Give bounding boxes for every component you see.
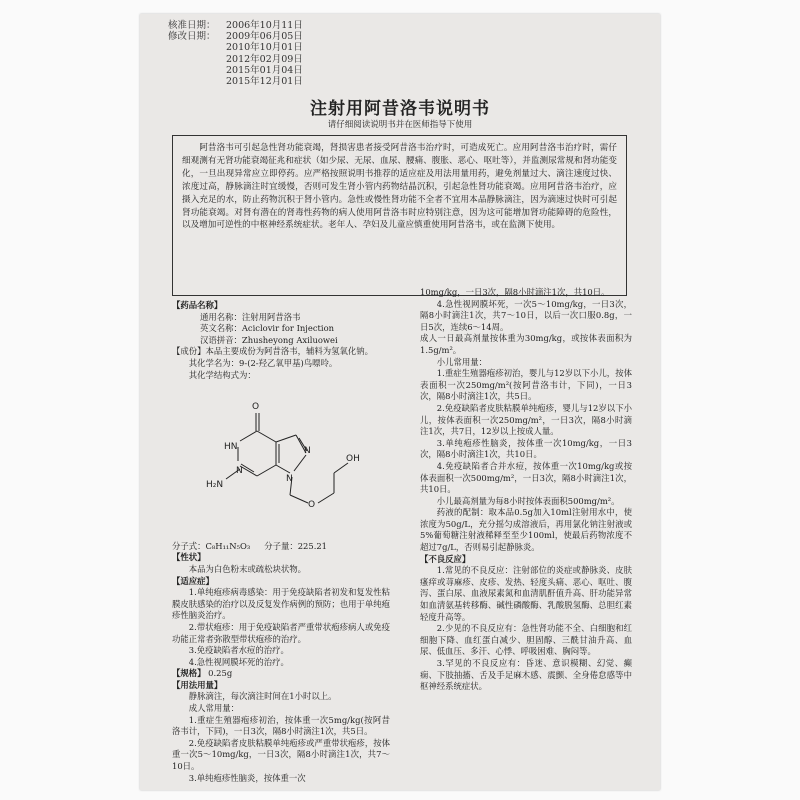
formula-row [172, 541, 390, 553]
indication-item: 1.单纯疱疹病毒感染：用于免疫缺陷者初发和复发性粘膜皮肤感染的治疗以及反复发作病例的预防；也用于单纯疱疹性脑炎治疗。 [172, 587, 390, 621]
atom-label-oh: OH [346, 454, 360, 465]
atom-label-h2n: H₂N [206, 480, 224, 491]
molecular-formula: 分子式：C₈H₁₁N₅O₃ [172, 540, 251, 551]
atom-label-n: N [236, 466, 243, 477]
section-header-spec: 【规格】 [172, 668, 206, 679]
adult-dose-item: 1.重症生殖器疱疹初治，按体重一次5mg/kg(按阿昔洛韦计，下同)，一日3次，隔8小时滴注1次，共5日。 [172, 714, 390, 737]
document-title: 注射用阿昔洛韦说明书 [310, 99, 490, 119]
revision-dates [168, 20, 303, 87]
black-box-warning: 阿昔洛韦可引起急性肾功能衰竭，肾损害患者接受阿昔洛韦治疗时，可造成死亡。应用阿昔洛韦治疗时，需仔细观测有无肾功能衰竭征兆和症状（如少尿、无尿、血尿、腰痛、腹胀、恶心、呕吐等），并监测尿常规和肾功能变化，一旦出现异常应立即停药。应严格按照说明书推荐的适应症及用法用量用药，避免剂量过大、滴注速度过快、浓度过高，静脉滴注时宜缓慢，否则可发生肾小管内药物结晶沉积，引起急性肾功能衰竭。应用阿昔洛韦治疗，应摄入充足的水，防止药物沉积于肾小管内。急性或慢性肾功能不全者不宜用本品静脉滴注，因为滴速过快时可引起肾功能衰竭。对肾有潜在的肾毒性药物的病人使用阿昔洛韦时应特别注意，因为这可能增加肾功能障碍的危险性，以及增加可逆性的中枢神经系统症状。老年人、孕妇及儿童应慎重使用阿昔洛韦，或在监测下使用。 [172, 135, 627, 296]
approval-date-label: 核准日期： [168, 20, 216, 31]
molecular-weight: 分子量：225.21 [264, 540, 328, 551]
adult-dose-header: 成人常用量： [188, 703, 240, 714]
modify-date-label: 修改日期： [168, 31, 216, 43]
adult-max-dose: 成人一日最高剂量按体重为30mg/kg，或按体表面积为1.5g/m²。 [420, 333, 632, 355]
left-column [172, 300, 390, 783]
generic-name: 通用名称：注射用阿昔洛韦 [200, 311, 301, 322]
acyclovir-structure-diagram [196, 383, 366, 533]
indication-item: 2.带状疱疹：用于免疫缺陷者严重带状疱疹病人或免疫功能正常者弥散型带状疱疹的治疗。 [172, 621, 390, 644]
preparation-text: 药液的配制：取本品0.5g加入10ml注射用水中，使浓度为50g/L，充分摇匀成溶液后，再用氯化钠注射液或5%葡萄糖注射液稀释至至少100ml，使最后药物浓度不超过7g/L，否则易引起静脉炎。 [420, 507, 632, 553]
child-dose-item: 2.免疫缺陷者皮肤粘膜单纯疱疹，婴儿与12岁以下小儿，按体表面积一次250mg/m²，一日3次，隔8小时滴注1次，共7日，12岁以上按成人量。 [420, 402, 632, 437]
atom-label-hn: HN [224, 442, 238, 453]
adult-dose-item: 3.单纯疱疹性脑炎，按体重一次 [188, 772, 306, 783]
adverse-item: 1.常见的不良反应：注射部位的炎症或静脉炎、皮肤瘙痒或荨麻疹、皮疹、发热、轻度头痛、恶心、呕吐、腹泻、蛋白尿、血液尿素氮和血清肌酐值升高、肝功能异常如血清氨基转移酶、碱性磷酸酶、乳酸脱氢酶、总胆红素轻度升高等。 [420, 565, 632, 622]
right-column [420, 287, 632, 779]
section-header-drug-name: 【药品名称】 [172, 300, 223, 310]
modify-date: 2015年12月01日 [226, 76, 303, 88]
spec-value: 0.25g [208, 668, 233, 679]
indication-item: 4.急性视网膜坏死的治疗。 [188, 656, 289, 667]
adult-dose-continued: 10mg/kg，一日3次，隔8小时滴注1次，共10日。 [420, 287, 610, 297]
character-text: 本品为白色粉末或疏松块状物。 [188, 563, 307, 574]
child-max-dose: 小儿最高剂量为每8小时按体表面积500mg/m²。 [436, 495, 620, 506]
chemical-structure [172, 383, 390, 537]
atom-label-o: O [308, 500, 316, 511]
adverse-item: 2.少见的不良反应有：急性肾功能不全、白细胞和红细胞下降、血红蛋白减少、胆固醇、三酰甘油升高、血尿、低血压、多汗、心悸、呼吸困难、胸闷等。 [420, 623, 632, 657]
approval-date: 2006年10月11日 [226, 20, 303, 31]
atom-label-n: N [304, 446, 311, 457]
english-name: 英文名称：Aciclovir for Injection [200, 323, 335, 334]
indication-item: 3.免疫缺陷者水痘的治疗。 [188, 645, 289, 656]
child-dose-item: 3.单纯疱疹性脑炎，按体重一次10mg/kg，一日3次，隔8小时滴注1次，共10日。 [420, 437, 632, 460]
modify-date: 2010年10月01日 [226, 42, 303, 54]
section-header-character: 【性状】 [172, 552, 206, 563]
adult-dose-item: 4.急性视网膜坏死，一次5～10mg/kg，一日3次，隔8小时滴注1次，共7～10日，以后一次口服0.8g，一日5次，连续6～14周。 [420, 298, 632, 332]
chemical-name: 其化学名为：9-(2-羟乙氧甲基)鸟嘌呤。 [188, 357, 338, 368]
child-dose-item: 4.免疫缺陷者合并水痘，按体重一次10mg/kg或按体表面积一次500mg/m²，一日3次，隔8小时滴注1次，共10日。 [420, 460, 632, 495]
document-subtitle: 请仔细阅读说明书并在医师指导下使用 [327, 120, 473, 130]
modify-date: 2012年02月09日 [226, 53, 303, 65]
structure-label: 其化学结构式为： [188, 369, 256, 380]
section-header-usage: 【用法用量】 [172, 679, 223, 690]
adult-dose-item: 2.免疫缺陷者皮肤粘膜单纯疱疹或严重带状疱疹，按体重一次5～10mg/kg，一日3次，隔8小时滴注1次，共7～10日。 [172, 737, 390, 772]
adverse-item: 3.罕见的不良反应有：昏迷、意识模糊、幻觉、癫痫、下肢抽搐、舌及手足麻木感、震颤、全身倦怠感等中枢神经系统症状。 [420, 658, 632, 692]
pinyin-name: 汉语拼音：Zhusheyong Axiluowei [200, 334, 338, 345]
composition: 【成份】本品主要成份为阿昔洛韦，辅料为氢氧化钠。 [172, 346, 373, 357]
atom-label-n: N [286, 474, 293, 485]
child-dose-header: 小儿常用量： [436, 356, 488, 367]
section-header-indications: 【适应症】 [172, 575, 214, 586]
child-dose-item: 1.重症生殖器疱疹初治，婴儿与12岁以下小儿，按体表面积一次250mg/m²(按阿昔洛韦计，下同)，一日3次，隔8小时滴注1次，共5日。 [420, 368, 632, 402]
usage-intro: 静脉滴注，每次滴注时间在1小时以上。 [188, 691, 337, 702]
modify-date: 2009年06月05日 [226, 31, 303, 43]
section-header-adverse: 【不良反应】 [420, 553, 471, 564]
atom-label-o: O [252, 402, 260, 413]
modify-date: 2015年01月04日 [226, 64, 303, 76]
